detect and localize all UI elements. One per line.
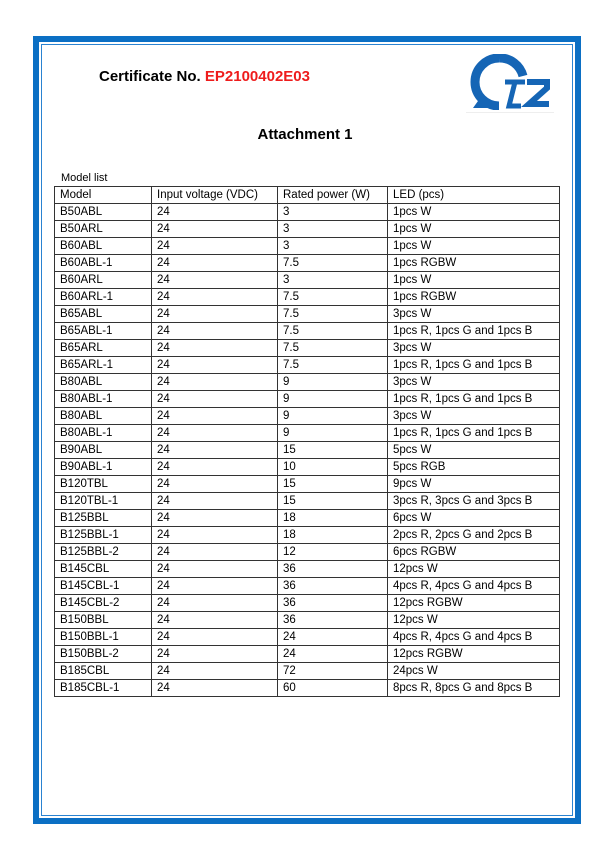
led-cell: 5pcs W (388, 442, 560, 459)
rated-power-cell: 60 (278, 680, 388, 697)
model-cell: B150BBL-1 (55, 629, 152, 646)
input-voltage-cell: 24 (152, 578, 278, 595)
table-row (55, 663, 560, 680)
table-row (55, 578, 560, 595)
rated-power-cell: 3 (278, 221, 388, 238)
rated-power-cell: 15 (278, 442, 388, 459)
table-row (55, 204, 560, 221)
model-cell: B65ABL-1 (55, 323, 152, 340)
model-cell: B65ABL (55, 306, 152, 323)
table-header-row (55, 187, 560, 204)
input-voltage-cell: 24 (152, 340, 278, 357)
table-row (55, 306, 560, 323)
model-cell: B80ABL-1 (55, 391, 152, 408)
table-row (55, 493, 560, 510)
led-cell: 3pcs R, 3pcs G and 3pcs B (388, 493, 560, 510)
table-caption: Model list (61, 172, 108, 184)
table-row (55, 221, 560, 238)
led-cell: 5pcs RGB (388, 459, 560, 476)
led-cell: 1pcs RGBW (388, 289, 560, 306)
table-row (55, 238, 560, 255)
model-cell: B120TBL (55, 476, 152, 493)
rated-power-cell: 36 (278, 595, 388, 612)
model-cell: B50ABL (55, 204, 152, 221)
rated-power-cell: 18 (278, 527, 388, 544)
rated-power-cell: 7.5 (278, 357, 388, 374)
led-cell: 6pcs RGBW (388, 544, 560, 561)
qt2-logo (469, 54, 551, 110)
input-voltage-cell: 24 (152, 629, 278, 646)
document-title: Attachment 1 (257, 126, 353, 143)
led-cell: 4pcs R, 4pcs G and 4pcs B (388, 629, 560, 646)
input-voltage-cell: 24 (152, 493, 278, 510)
table-row (55, 255, 560, 272)
model-cell: B120TBL-1 (55, 493, 152, 510)
model-cell: B90ABL-1 (55, 459, 152, 476)
rated-power-cell: 3 (278, 238, 388, 255)
rated-power-cell: 7.5 (278, 340, 388, 357)
model-cell: B185CBL-1 (55, 680, 152, 697)
input-voltage-cell: 24 (152, 595, 278, 612)
led-cell: 12pcs W (388, 561, 560, 578)
led-cell: 3pcs W (388, 340, 560, 357)
input-voltage-cell: 24 (152, 374, 278, 391)
model-cell: B65ARL (55, 340, 152, 357)
rated-power-cell: 10 (278, 459, 388, 476)
input-voltage-cell: 24 (152, 204, 278, 221)
column-header-rated-power: Rated power (W) (278, 187, 388, 204)
model-cell: B125BBL (55, 510, 152, 527)
led-cell: 1pcs R, 1pcs G and 1pcs B (388, 425, 560, 442)
input-voltage-cell: 24 (152, 527, 278, 544)
table-row (55, 646, 560, 663)
led-cell: 1pcs RGBW (388, 255, 560, 272)
table-row (55, 459, 560, 476)
rated-power-cell: 9 (278, 425, 388, 442)
table-row (55, 391, 560, 408)
column-header-model: Model (55, 187, 152, 204)
rated-power-cell: 72 (278, 663, 388, 680)
table-row (55, 323, 560, 340)
column-header-input-voltage: Input voltage (VDC) (152, 187, 278, 204)
table-row (55, 408, 560, 425)
model-cell: B145CBL-2 (55, 595, 152, 612)
rated-power-cell: 15 (278, 493, 388, 510)
led-cell: 1pcs W (388, 204, 560, 221)
input-voltage-cell: 24 (152, 357, 278, 374)
led-cell: 1pcs W (388, 272, 560, 289)
input-voltage-cell: 24 (152, 561, 278, 578)
model-cell: B80ABL (55, 374, 152, 391)
rated-power-cell: 36 (278, 578, 388, 595)
input-voltage-cell: 24 (152, 612, 278, 629)
led-cell: 8pcs R, 8pcs G and 8pcs B (388, 680, 560, 697)
model-cell: B90ABL (55, 442, 152, 459)
certificate-label: Certificate No. (99, 68, 201, 85)
led-cell: 3pcs W (388, 306, 560, 323)
table-row (55, 544, 560, 561)
rated-power-cell: 15 (278, 476, 388, 493)
model-cell: B60ARL (55, 272, 152, 289)
rated-power-cell: 36 (278, 612, 388, 629)
table-row (55, 527, 560, 544)
led-cell: 12pcs W (388, 612, 560, 629)
led-cell: 1pcs R, 1pcs G and 1pcs B (388, 391, 560, 408)
led-cell: 3pcs W (388, 408, 560, 425)
model-cell: B125BBL-1 (55, 527, 152, 544)
input-voltage-cell: 24 (152, 272, 278, 289)
rated-power-cell: 7.5 (278, 306, 388, 323)
input-voltage-cell: 24 (152, 306, 278, 323)
rated-power-cell: 7.5 (278, 255, 388, 272)
table-row (55, 442, 560, 459)
input-voltage-cell: 24 (152, 663, 278, 680)
input-voltage-cell: 24 (152, 238, 278, 255)
model-cell: B50ARL (55, 221, 152, 238)
led-cell: 12pcs RGBW (388, 646, 560, 663)
input-voltage-cell: 24 (152, 221, 278, 238)
model-cell: B145CBL-1 (55, 578, 152, 595)
led-cell: 4pcs R, 4pcs G and 4pcs B (388, 578, 560, 595)
model-cell: B60ARL-1 (55, 289, 152, 306)
model-cell: B80ABL-1 (55, 425, 152, 442)
model-cell: B65ARL-1 (55, 357, 152, 374)
model-cell: B80ABL (55, 408, 152, 425)
input-voltage-cell: 24 (152, 391, 278, 408)
table-row (55, 595, 560, 612)
table-row (55, 629, 560, 646)
input-voltage-cell: 24 (152, 459, 278, 476)
input-voltage-cell: 24 (152, 442, 278, 459)
rated-power-cell: 24 (278, 646, 388, 663)
rated-power-cell: 9 (278, 391, 388, 408)
led-cell: 1pcs W (388, 221, 560, 238)
input-voltage-cell: 24 (152, 510, 278, 527)
logo-underline (466, 112, 554, 113)
input-voltage-cell: 24 (152, 323, 278, 340)
column-header-led: LED (pcs) (388, 187, 560, 204)
rated-power-cell: 36 (278, 561, 388, 578)
input-voltage-cell: 24 (152, 476, 278, 493)
led-cell: 2pcs R, 2pcs G and 2pcs B (388, 527, 560, 544)
table-row (55, 680, 560, 697)
model-cell: B145CBL (55, 561, 152, 578)
table-row (55, 425, 560, 442)
input-voltage-cell: 24 (152, 408, 278, 425)
rated-power-cell: 24 (278, 629, 388, 646)
table-row (55, 561, 560, 578)
led-cell: 12pcs RGBW (388, 595, 560, 612)
led-cell: 6pcs W (388, 510, 560, 527)
table-row (55, 374, 560, 391)
model-cell: B150BBL (55, 612, 152, 629)
led-cell: 1pcs R, 1pcs G and 1pcs B (388, 323, 560, 340)
model-cell: B185CBL (55, 663, 152, 680)
led-cell: 3pcs W (388, 374, 560, 391)
certificate-number: EP2100402E03 (204, 68, 310, 85)
model-cell: B150BBL-2 (55, 646, 152, 663)
rated-power-cell: 9 (278, 374, 388, 391)
rated-power-cell: 7.5 (278, 323, 388, 340)
table-row (55, 357, 560, 374)
model-table (54, 186, 560, 697)
table-row (55, 289, 560, 306)
rated-power-cell: 3 (278, 272, 388, 289)
rated-power-cell: 3 (278, 204, 388, 221)
model-cell: B60ABL-1 (55, 255, 152, 272)
rated-power-cell: 9 (278, 408, 388, 425)
input-voltage-cell: 24 (152, 425, 278, 442)
model-cell: B125BBL-2 (55, 544, 152, 561)
input-voltage-cell: 24 (152, 680, 278, 697)
led-cell: 1pcs R, 1pcs G and 1pcs B (388, 357, 560, 374)
led-cell: 1pcs W (388, 238, 560, 255)
input-voltage-cell: 24 (152, 646, 278, 663)
rated-power-cell: 12 (278, 544, 388, 561)
certificate-heading (99, 68, 310, 85)
input-voltage-cell: 24 (152, 289, 278, 306)
led-cell: 24pcs W (388, 663, 560, 680)
input-voltage-cell: 24 (152, 255, 278, 272)
input-voltage-cell: 24 (152, 544, 278, 561)
table-row (55, 340, 560, 357)
table-row (55, 612, 560, 629)
rated-power-cell: 7.5 (278, 289, 388, 306)
table-row (55, 476, 560, 493)
table-row (55, 510, 560, 527)
led-cell: 9pcs W (388, 476, 560, 493)
model-cell: B60ABL (55, 238, 152, 255)
rated-power-cell: 18 (278, 510, 388, 527)
table-row (55, 272, 560, 289)
